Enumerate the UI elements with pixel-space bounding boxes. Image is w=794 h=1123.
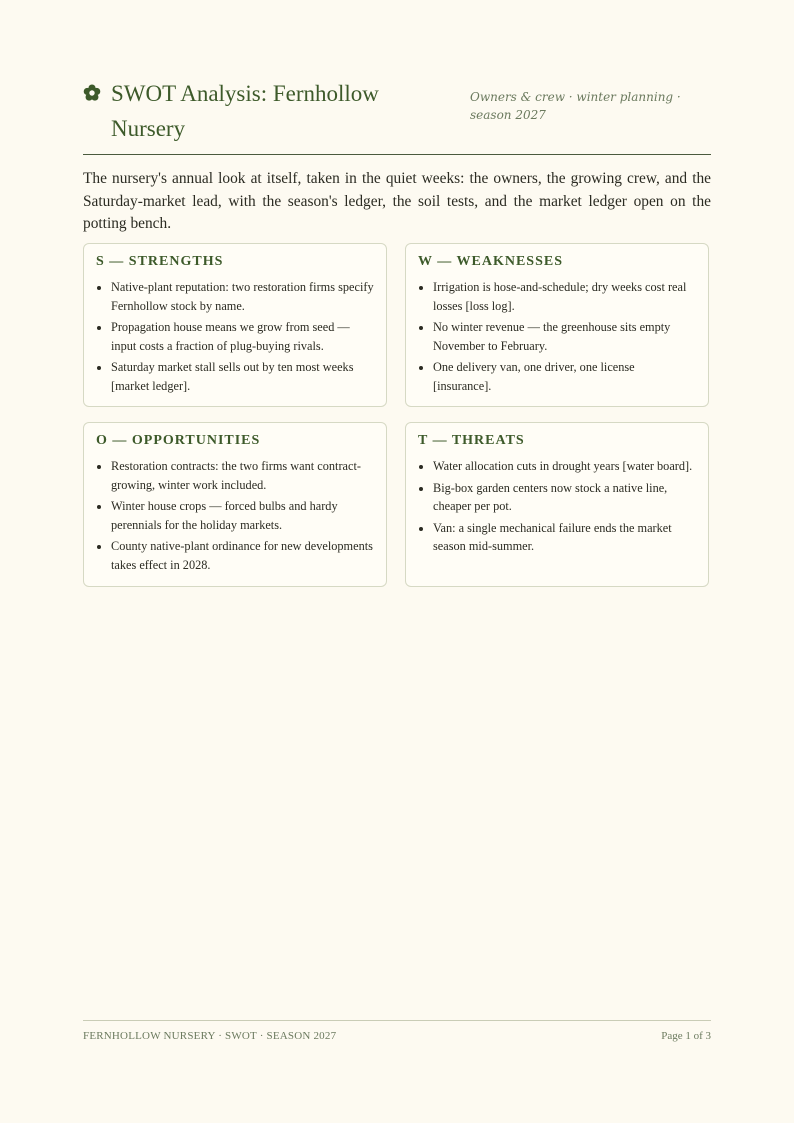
list-item: • County native-plant ordinance for new developments takes effect in 2028. <box>111 537 374 574</box>
list-item: • Water allocation cuts in drought years [water board]. <box>433 457 696 476</box>
footer-label: FERNHOLLOW NURSERY · SWOT · SEASON 2027 <box>83 1030 337 1042</box>
strengths-heading: S — STRENGTHS <box>96 254 224 269</box>
header-divider <box>83 154 711 155</box>
weaknesses-list <box>418 278 696 395</box>
list-item: • Irrigation is hose-and-schedule; dry weeks cost real losses [loss log]. <box>433 278 696 315</box>
footer-divider <box>83 1020 711 1021</box>
list-item: • Restoration contracts: the two firms want contract-growing, winter work included. <box>111 457 374 494</box>
threats-list <box>418 457 696 556</box>
list-item: • Native-plant reputation: two restoration firms specify Fernhollow stock by name. <box>111 278 374 315</box>
strengths-list <box>96 278 374 395</box>
list-item: • Propagation house means we grow from seed — input costs a fraction of plug-buying rivals. <box>111 318 374 355</box>
list-item: • Saturday market stall sells out by ten most weeks [market ledger]. <box>111 358 374 395</box>
opportunities-card <box>83 422 387 587</box>
list-item: • One delivery van, one driver, one license [insurance]. <box>433 358 696 395</box>
weaknesses-card <box>405 243 709 407</box>
weaknesses-heading: W — WEAKNESSES <box>418 254 563 269</box>
flower-icon <box>83 84 101 102</box>
page-header <box>83 76 711 154</box>
threats-heading: T — THREATS <box>418 433 525 448</box>
document-page <box>83 0 711 1123</box>
threats-card <box>405 422 709 587</box>
list-item: • Winter house crops — forced bulbs and hardy perennials for the holiday markets. <box>111 497 374 534</box>
opportunities-list <box>96 457 374 574</box>
page-title: SWOT Analysis: Fernhollow Nursery <box>111 81 379 141</box>
page-subtitle: Owners & crew · winter planning · season 2027 <box>470 90 681 122</box>
list-item: • Van: a single mechanical failure ends the market season mid-summer. <box>433 519 696 556</box>
list-item: • No winter revenue — the greenhouse sits empty November to February. <box>433 318 696 355</box>
opportunities-heading: O — OPPORTUNITIES <box>96 433 261 448</box>
page-number: Page 1 of 3 <box>661 1030 711 1042</box>
intro-paragraph: The nursery's annual look at itself, taken in the quiet weeks: the owners, the growing crew, and the Saturday-market lead, with the season's ledger, the soil tests, and the market ledger open on the potting bench. <box>83 170 711 232</box>
strengths-card <box>83 243 387 407</box>
list-item: • Big-box garden centers now stock a native line, cheaper per pot. <box>433 479 696 516</box>
